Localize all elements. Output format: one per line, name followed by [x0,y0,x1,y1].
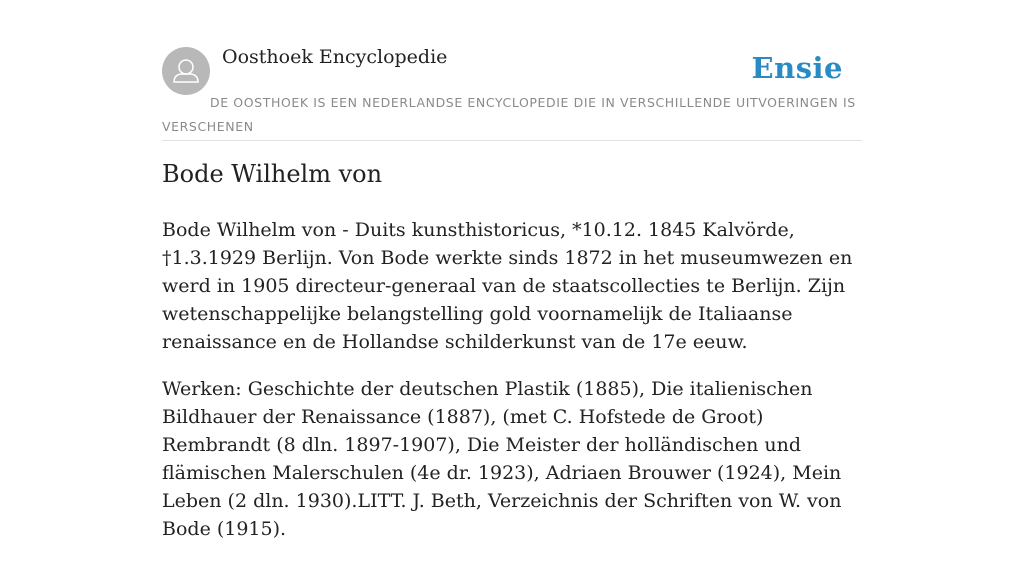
ensie-logo[interactable]: Ensie [751,51,843,85]
article-body [162,216,862,562]
article-title: Bode Wilhelm von [162,160,383,188]
source-tagline: DE OOSTHOEK IS EEN NEDERLANDSE ENCYCLOPEDIE DIE IN VERSCHILLENDE UITVOERINGEN IS VERSCHENEN [162,95,856,134]
source-header [162,46,862,141]
article-paragraph: Werken: Geschichte der deutschen Plastik (1885), Die italienischen Bildhauer der Renaissance (1887), (met C. Hofstede de Groot) Rembrandt (8 dln. 1897-1907), Die Meister der holländischen und flämischen Malerschulen (4e dr. 1923), Adriaen Brouwer (1924), Mein Leben (2 dln. 1930).LITT. J. Beth, Verzeichnis der Schriften von W. von Bode (1915). [162,378,842,540]
source-name-link[interactable]: Oosthoek Encyclopedie [222,46,448,68]
article-paragraph: Bode Wilhelm von - Duits kunsthistoricus, *10.12. 1845 Kalvörde, †1.3.1929 Berlijn. Von Bode werkte sinds 1872 in het museumwezen en werd in 1905 directeur-generaal van de staatscollecties te Berlijn. Zijn wetenschappelijke belangstelling gold voornamelijk de Italiaanse renaissance en de Hollandse schilderkunst van de 17e eeuw. [162,219,853,353]
user-icon[interactable] [162,47,210,95]
user-icon-graphic [162,47,210,95]
